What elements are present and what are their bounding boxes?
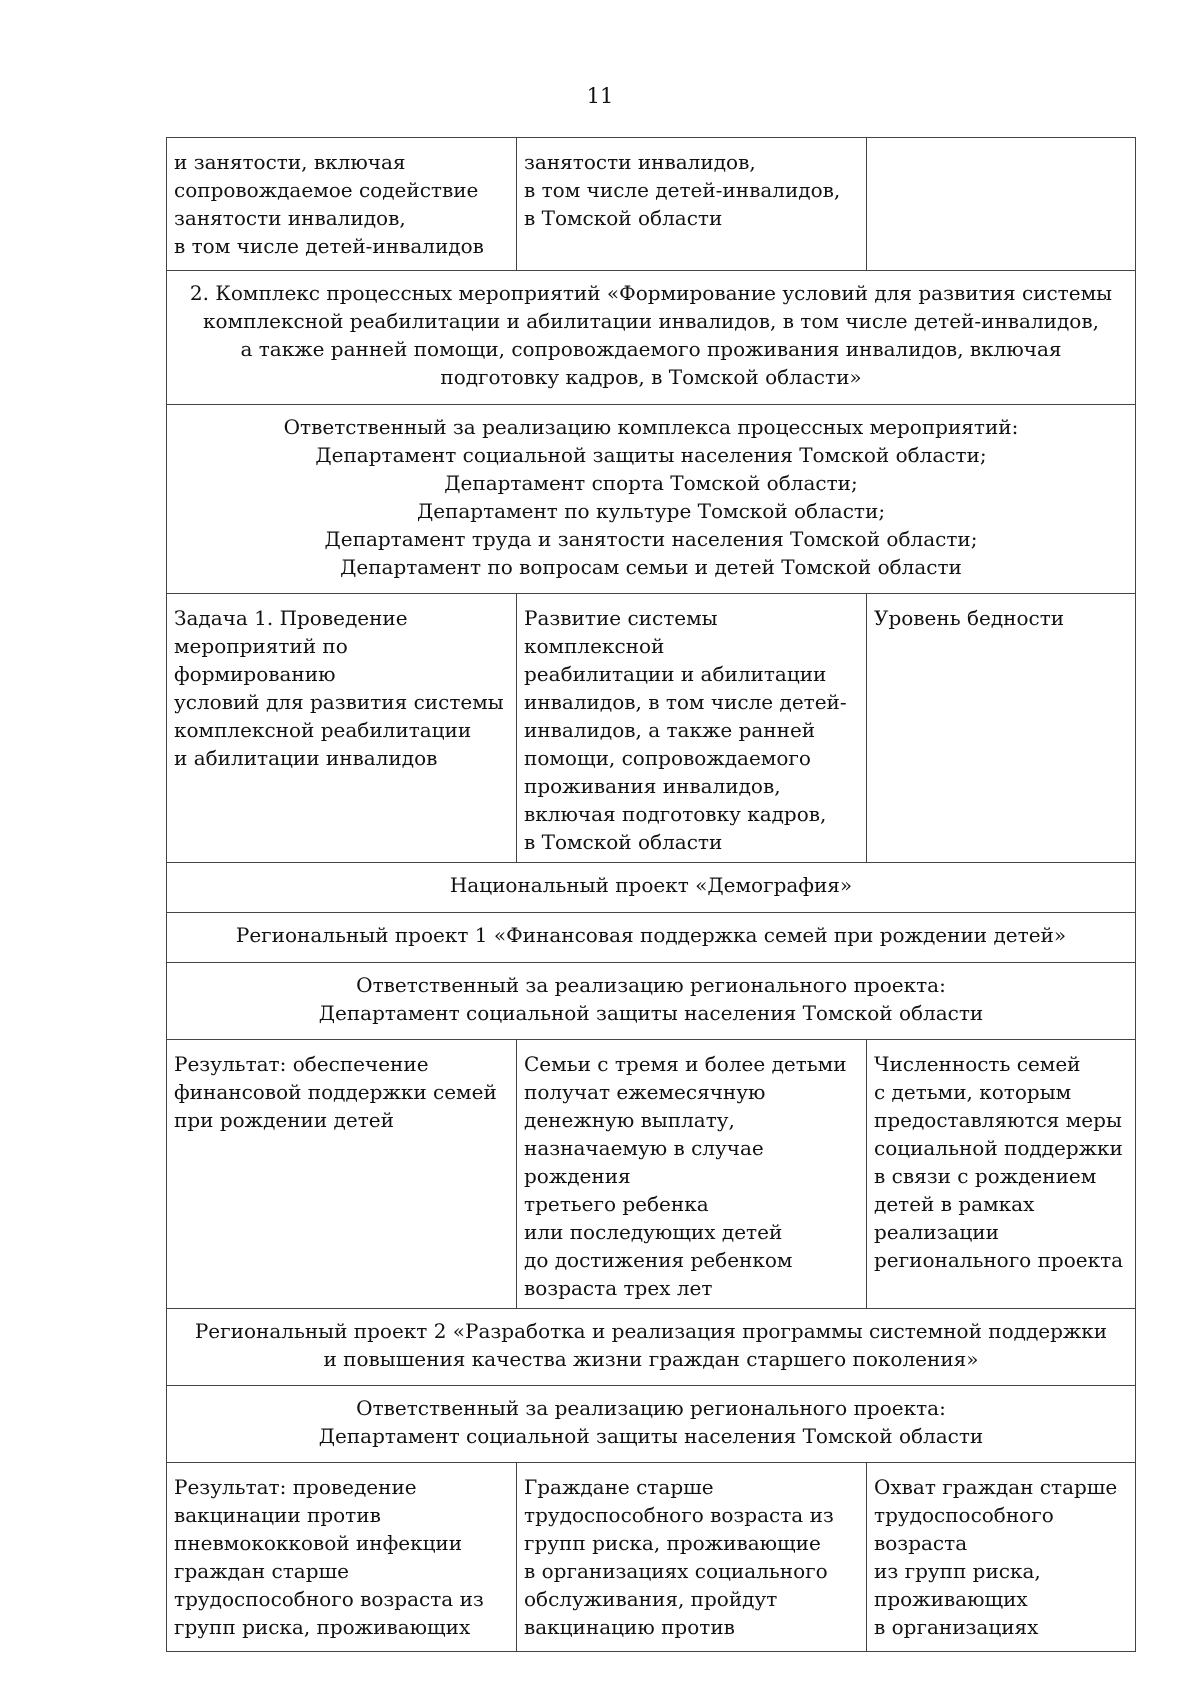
regional-project-1-title: Региональный проект 1 «Финансовая поддержка семей при рождении детей» [235, 923, 1067, 947]
rp2-responsible: Ответственный за реализацию регионального проекта: Департамент социальной защиты населения Томской области [318, 1396, 984, 1448]
task-cell: Задача 1. Проведение мероприятий по формированию условий для развития системы комплексной реабилитации и абилитации инвалидов [174, 606, 504, 770]
table-row-rp2-responsible [167, 1386, 1136, 1463]
table-row-regional-project-1 [167, 913, 1136, 963]
description-cell: Развитие системы комплексной реабилитации и абилитации инвалидов, в том числе детей- инвалидов, а также ранней помощи, сопровождаемого проживания инвалидов, включая подготовку кадров, в Томской области [524, 606, 847, 854]
description-cell: Семьи с тремя и более детьми получат ежемесячную денежную выплату, назначаемую в случае рождения третьего ребенка или последующих детей до достижения ребенком возраста трех лет [524, 1052, 847, 1300]
description-cell: занятости инвалидов, в том числе детей-инвалидов, в Томской области [524, 150, 841, 230]
indicator-cell: Численность семей с детьми, которым предоставляются меры социальной поддержки в связи с рождением детей в рамках реализации регионального проекта [874, 1052, 1124, 1272]
table-row-regional-project-2 [167, 1309, 1136, 1386]
complex-responsible: Ответственный за реализацию комплекса процессных мероприятий: Департамент социальной защиты населения Томской области; Департамент спорта Томской области; Департамент по культуре Томской области; Департамент труда и занятости населения Томской области; Департамент по вопросам семьи и детей Томской области [283, 415, 1019, 579]
page-number: 11 [586, 84, 614, 108]
description-cell: Граждане старше трудоспособного возраста из групп риска, проживающие в организациях социального обслуживания, пройдут вакцинацию против [524, 1475, 834, 1639]
table-row-complex-responsible [167, 405, 1136, 594]
table-row-complex-title [167, 271, 1136, 405]
national-project-title: Национальный проект «Демография» [449, 873, 853, 897]
result-cell: Результат: проведение вакцинации против пневмококковой инфекции граждан старше трудоспособного возраста из групп риска, проживающих [174, 1475, 484, 1639]
rp1-responsible: Ответственный за реализацию регионального проекта: Департамент социальной защиты населения Томской области [318, 973, 984, 1025]
table-row-continuation [167, 138, 1136, 271]
indicator-cell: Уровень бедности [874, 606, 1065, 630]
program-structure-table [166, 137, 1136, 1652]
table-row-rp2-result [167, 1463, 1136, 1652]
table-row-rp1-responsible [167, 963, 1136, 1040]
complex-title: 2. Комплекс процессных мероприятий «Формирование условий для развития системы комплексной реабилитации и абилитации инвалидов, в том числе детей-инвалидов, а также ранней помощи, сопровождаемого проживания инвалидов, включая подготовку кадров, в Томской области» [189, 281, 1113, 389]
indicator-cell: Охват граждан старше трудоспособного возраста из групп риска, проживающих в организациях [874, 1475, 1118, 1639]
table-row-rp1-result [167, 1040, 1136, 1309]
task-cell: и занятости, включая сопровождаемое содействие занятости инвалидов, в том числе детей-инвалидов [174, 150, 484, 258]
table-row-task-1 [167, 594, 1136, 863]
result-cell: Результат: обеспечение финансовой поддержки семей при рождении детей [174, 1052, 497, 1132]
regional-project-2-title: Региональный проект 2 «Разработка и реализация программы системной поддержки и повышения качества жизни граждан старшего поколения» [194, 1319, 1108, 1371]
indicator-cell [867, 138, 1135, 154]
table-row-national-project [167, 863, 1136, 913]
